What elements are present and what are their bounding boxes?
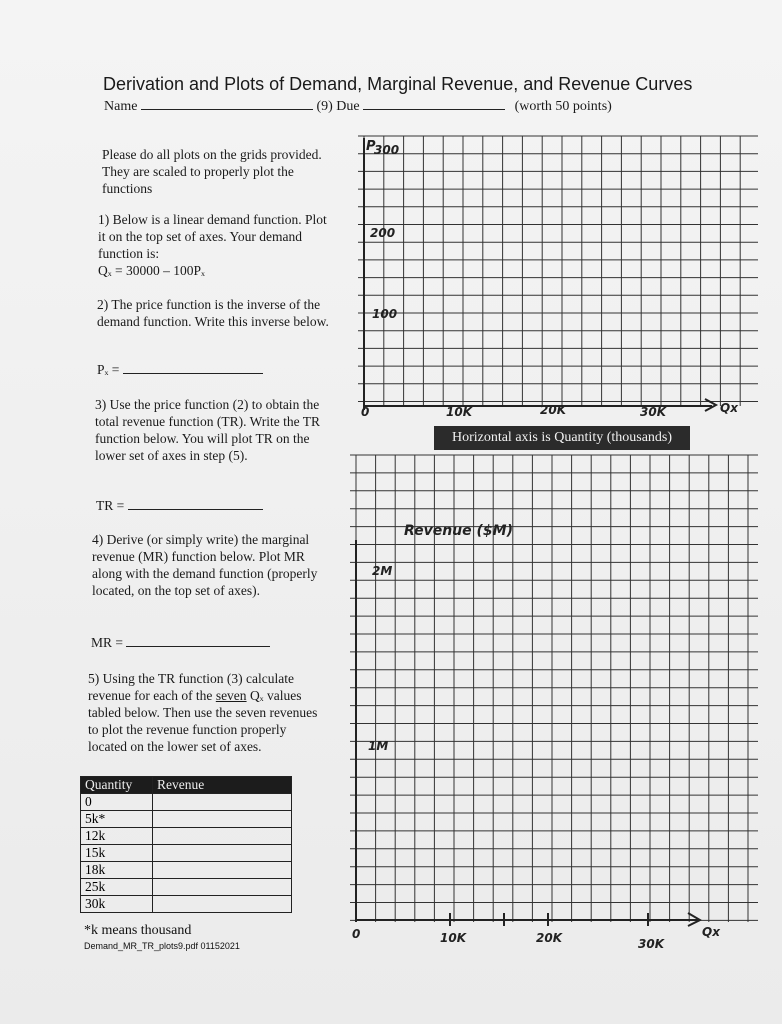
upper-y-label-100: 100 — [372, 307, 398, 321]
upper-x-label-30k: 30K — [640, 405, 666, 419]
name-label: Name — [104, 99, 138, 114]
quantity-cell: 12k — [81, 828, 153, 845]
quantity-cell: 25k — [81, 879, 153, 896]
points-label: (worth 50 points) — [514, 99, 612, 114]
file-name: Demand_MR_TR_plots9.pdf 01152021 — [84, 941, 240, 951]
tr-label: TR = — [96, 498, 125, 513]
question-5-text-a: 5) Using the TR function (3) calculate revenue for each of the — [88, 671, 294, 703]
demand-equation: Qₓ = 30000 – 100Pₓ — [98, 263, 205, 278]
lower-x-axis-label: Qx — [702, 925, 720, 939]
upper-x-label-20k: 20K — [540, 403, 566, 417]
question-4-text: 4) Derive (or simply write) the marginal revenue (MR) function below. Plot MR along with the demand function (properly located, on the top set of axes). — [92, 532, 318, 598]
px-label: Pₓ = — [97, 362, 120, 377]
instructions-intro: Please do all plots on the grids provided. They are scaled to properly plot the functions — [102, 147, 322, 196]
quantity-cell: 15k — [81, 845, 153, 862]
lower-x-label-30k: 30K — [638, 937, 664, 951]
quantity-cell: 5k* — [81, 811, 153, 828]
mr-label: MR = — [91, 635, 123, 650]
upper-x-axis-label: Qx — [720, 401, 738, 415]
upper-origin-label: 0 — [361, 405, 370, 419]
upper-y-label-200: 200 — [370, 226, 396, 240]
question-3-text: 3) Use the price function (2) to obtain the total revenue function (TR). Write the TR function below. You will plot TR on the lower set of axes in step (5). — [95, 397, 321, 463]
upper-y-axis-letter: P — [366, 139, 376, 154]
quantity-cell: 18k — [81, 862, 153, 879]
question-2-text: 2) The price function is the inverse of the demand function. Write this inverse below. — [97, 297, 329, 329]
question-1-text: 1) Below is a linear demand function. Plot it on the top set of axes. Your demand function is: — [98, 212, 327, 261]
question-5-seven: seven — [215, 688, 247, 703]
lower-origin-label: 0 — [352, 927, 361, 941]
upper-y-label-300: 300 — [374, 143, 400, 157]
upper-x-label-10k: 10K — [446, 405, 472, 419]
due-label: (9) Due — [316, 99, 360, 114]
quantity-cell: 0 — [81, 794, 153, 811]
footnote: *k means thousand — [84, 923, 192, 938]
question-5-text-b: Qₓ values tabled below. Then use the seven revenues to plot the revenue function properly located on the lower set of axes. — [88, 688, 318, 754]
quantity-cell: 30k — [81, 896, 153, 913]
lower-x-label-20k: 20K — [536, 931, 562, 945]
page-title: Derivation and Plots of Demand, Marginal Revenue, and Revenue Curves — [103, 74, 693, 94]
quantity-header: Quantity — [81, 777, 153, 794]
lower-x-label-10k: 10K — [440, 931, 466, 945]
revenue-header: Revenue — [153, 777, 292, 794]
revenue-axis-label: Revenue ($M) — [404, 523, 513, 539]
lower-y-label-1m: 1M — [368, 739, 389, 753]
horizontal-axis-note: Horizontal axis is Quantity (thousands) — [434, 426, 690, 450]
lower-y-label-2m: 2M — [372, 564, 393, 578]
